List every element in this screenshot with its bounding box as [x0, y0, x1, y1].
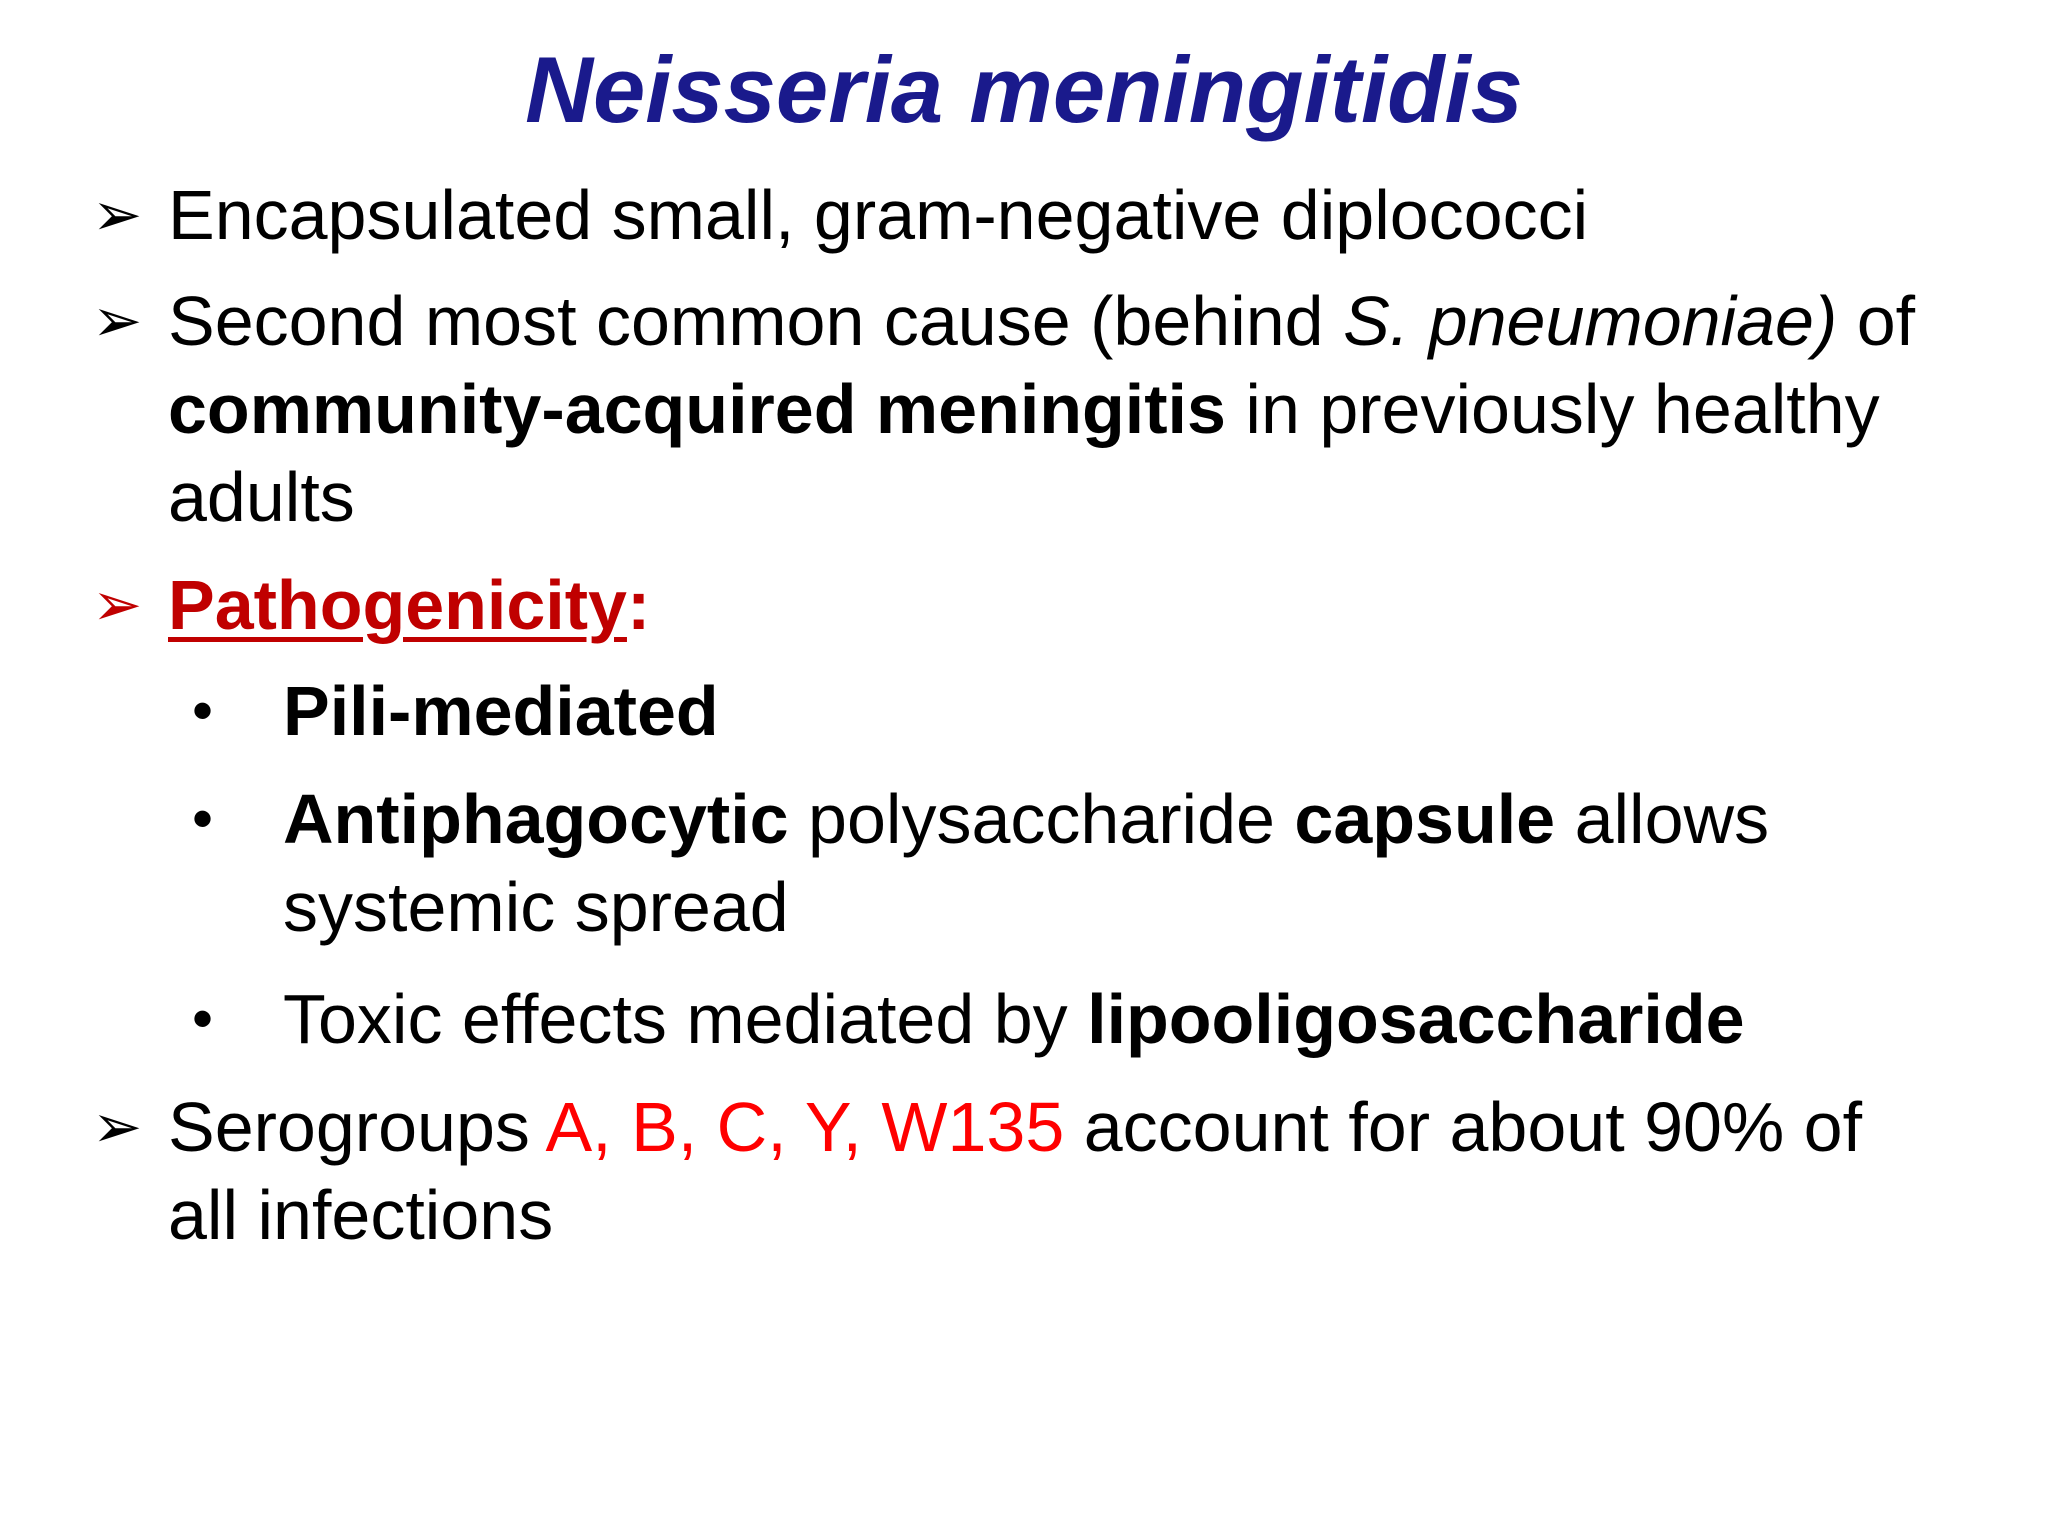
bullet-text: polysaccharide — [788, 780, 1295, 858]
bold-term: lipooligosaccharide — [1087, 980, 1745, 1058]
bullet-text: Toxic effects mediated by — [283, 980, 1088, 1058]
bullet-text: adults — [168, 458, 355, 536]
organism-name: S. pneumoniae) — [1343, 282, 1838, 360]
bullet-text: systemic spread — [283, 868, 789, 946]
bullet-text: Serogroups — [168, 1088, 546, 1166]
sub-bullet-toxic — [283, 976, 1745, 1062]
bullet-second-cause-line3 — [168, 454, 355, 540]
pathogenicity-label: Pathogenicity — [168, 566, 627, 644]
bullet-text: allows — [1555, 780, 1770, 858]
bullet-encapsulated — [168, 172, 1588, 258]
bullet-text: Second most common cause (behind — [168, 282, 1344, 360]
arrow-bullet-icon: ➢ — [92, 287, 143, 354]
bold-term: Antiphagocytic — [283, 780, 789, 858]
dot-bullet-icon: • — [192, 985, 214, 1052]
bullet-serogroups-line2 — [168, 1172, 553, 1258]
slide-title: Neisseria meningitidis — [525, 37, 1523, 142]
bullet-text: all infections — [168, 1176, 554, 1254]
heading-colon: : — [626, 566, 651, 644]
dot-bullet-icon: • — [192, 677, 214, 744]
bullet-serogroups-line1 — [168, 1084, 1862, 1170]
serogroup-list: A, B, C, Y, W135 — [545, 1088, 1065, 1166]
bullet-text: account for about 90% of — [1064, 1088, 1863, 1166]
bullet-text: in previously healthy — [1225, 370, 1880, 448]
bullet-second-cause-line2 — [168, 366, 1880, 452]
bold-term: Pili-mediated — [283, 672, 719, 750]
arrow-bullet-icon: ➢ — [92, 571, 143, 638]
bullet-text: Encapsulated small, gram-negative diplococci — [168, 176, 1589, 254]
bold-term: capsule — [1294, 780, 1556, 858]
sub-bullet-pili — [283, 668, 719, 754]
pathogenicity-heading — [168, 562, 650, 648]
bullet-second-cause-line1 — [168, 278, 1915, 364]
bold-term: community-acquired meningitis — [168, 370, 1226, 448]
sub-bullet-capsule-line1 — [283, 776, 1769, 862]
arrow-bullet-icon: ➢ — [92, 181, 143, 248]
arrow-bullet-icon: ➢ — [92, 1093, 143, 1160]
bullet-text: of — [1837, 282, 1916, 360]
dot-bullet-icon: • — [192, 785, 214, 852]
sub-bullet-capsule-line2 — [283, 864, 789, 950]
